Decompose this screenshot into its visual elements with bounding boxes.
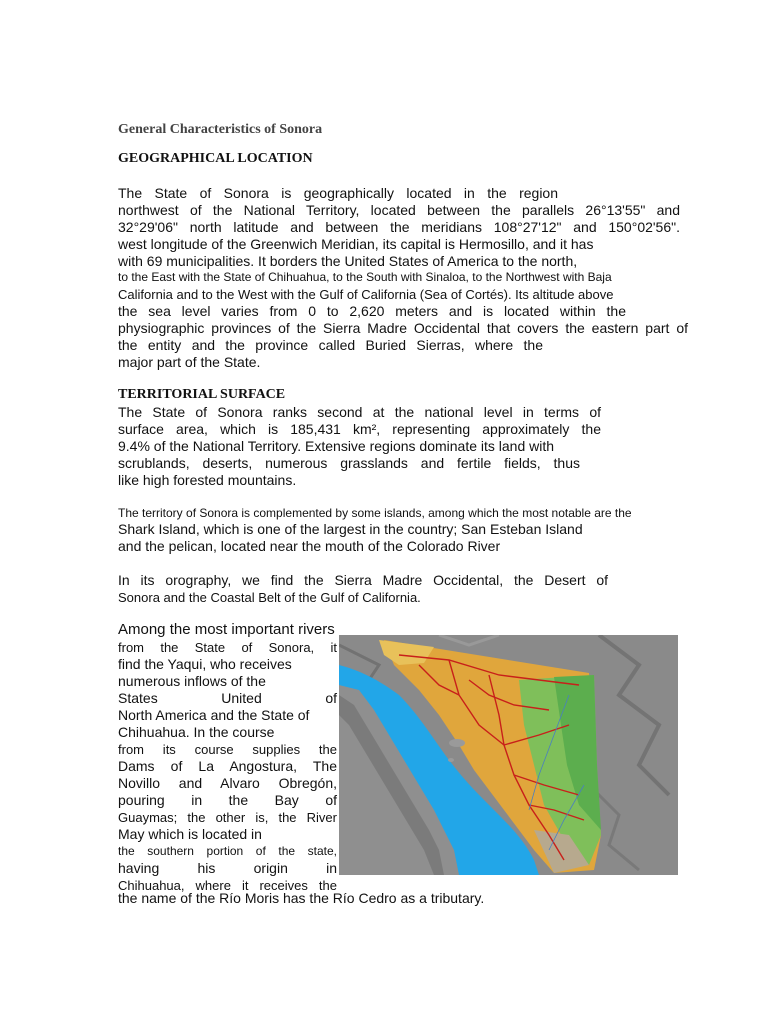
geo-line: west longitude of the Greenwich Meridian, its capital is Hermosillo, and it has bbox=[118, 236, 594, 252]
islands-line: and the pelican, located near the mouth of the Colorado River bbox=[118, 538, 501, 554]
rivers-line: Dams of La Angostura, The bbox=[118, 758, 337, 774]
sonora-map-image bbox=[339, 635, 678, 875]
territorial-line: like high forested mountains. bbox=[118, 472, 297, 488]
geo-line: to the East with the State of Chihuahua, to the South with Sinaloa, to the Northwest with Baja bbox=[118, 270, 612, 284]
map-island-san-esteban bbox=[448, 758, 454, 762]
rivers-line: find the Yaqui, who receives bbox=[118, 656, 292, 672]
heading-territorial-surface: TERRITORIAL SURFACE bbox=[118, 387, 286, 402]
geo-line: the sea level varies from 0 to 2,620 meters and is located within the bbox=[118, 303, 626, 319]
rivers-line: Among the most important rivers bbox=[118, 621, 335, 638]
geo-line: 32°29'06" north latitude and between the meridians 108°27'12" and 150°02'56". bbox=[118, 219, 680, 235]
rivers-line: May which is located in bbox=[118, 826, 262, 842]
heading-geographical-location: GEOGRAPHICAL LOCATION bbox=[118, 151, 313, 166]
rivers-line: from its course supplies the bbox=[118, 742, 337, 757]
map-island-tiburon bbox=[449, 739, 465, 747]
rivers-line: the southern portion of the state, bbox=[118, 844, 337, 858]
orography-line: Sonora and the Coastal Belt of the Gulf of California. bbox=[118, 590, 421, 605]
territorial-line: scrublands, deserts, numerous grasslands and fertile fields, thus bbox=[118, 455, 580, 471]
geo-line: northwest of the National Territory, located between the parallels 26°13'55" and bbox=[118, 202, 680, 218]
rivers-line: Novillo and Alvaro Obregón, bbox=[118, 775, 337, 791]
rivers-line: Chihuahua, where it receives the bbox=[118, 878, 337, 893]
geo-line: the entity and the province called Buried Sierras, where the bbox=[118, 337, 543, 353]
rivers-line: States United of bbox=[118, 690, 337, 706]
geo-line: physiographic provinces of the Sierra Madre Occidental that covers the eastern part of bbox=[118, 320, 688, 336]
rivers-line: from the State of Sonora, it bbox=[118, 640, 337, 655]
rivers-line: North America and the State of bbox=[118, 707, 310, 723]
document-title: General Characteristics of Sonora bbox=[118, 122, 323, 137]
orography-line: In its orography, we find the Sierra Madre Occidental, the Desert of bbox=[118, 572, 608, 588]
rivers-last-line: the name of the Río Moris has the Río Cedro as a tributary. bbox=[118, 890, 485, 906]
geo-line: major part of the State. bbox=[118, 354, 261, 370]
islands-line: The territory of Sonora is complemented by some islands, among which the most notable are the bbox=[118, 506, 632, 520]
geo-line: California and to the West with the Gulf of California (Sea of Cortés). Its altitude above bbox=[118, 287, 614, 302]
territorial-line: 9.4% of the National Territory. Extensive regions dominate its land with bbox=[118, 438, 555, 454]
territorial-line: The State of Sonora ranks second at the national level in terms of bbox=[118, 404, 601, 420]
geo-line: with 69 municipalities. It borders the United States of America to the north, bbox=[118, 253, 578, 269]
territorial-line: surface area, which is 185,431 km², representing approximately the bbox=[118, 421, 601, 437]
rivers-line: having his origin in bbox=[118, 860, 337, 876]
rivers-line: Guaymas; the other is, the River bbox=[118, 810, 337, 825]
rivers-line: pouring in the Bay of bbox=[118, 792, 337, 808]
islands-line: Shark Island, which is one of the largest in the country; San Esteban Island bbox=[118, 521, 583, 537]
rivers-line: numerous inflows of the bbox=[118, 673, 266, 689]
rivers-line: Chihuahua. In the course bbox=[118, 724, 275, 740]
rivers-paragraph bbox=[118, 621, 337, 894]
geo-line: The State of Sonora is geographically located in the region bbox=[118, 185, 558, 201]
